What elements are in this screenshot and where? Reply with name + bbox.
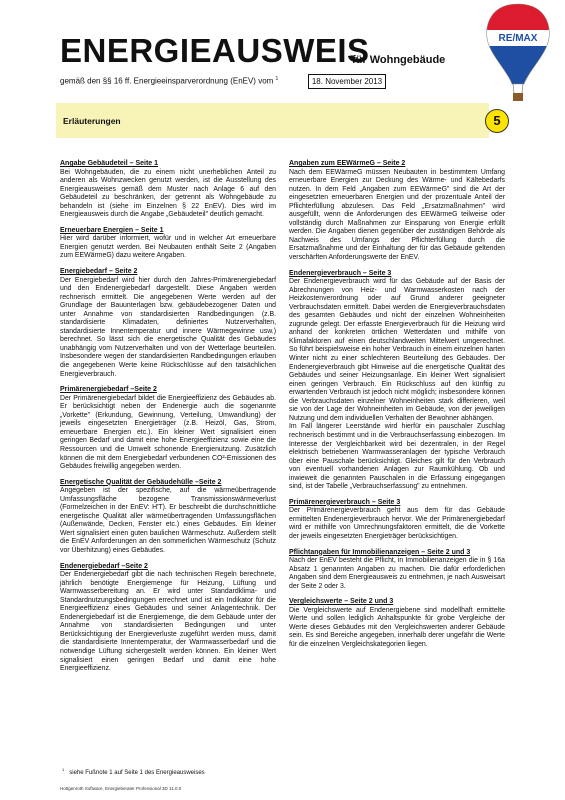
right-column bbox=[289, 160, 505, 657]
section-text: Nach der EnEV besteht die Pflicht, in Immobilienanzeigen die in § 16a Absatz 1 genannten Angaben zu machen. Die dafür erforderlichen Angaben sind dem Energieausweis zu entnehmen, je nach Ausweisart der Seite 2 oder 3. bbox=[289, 557, 505, 590]
remax-balloon-logo bbox=[483, 0, 553, 112]
section-heading: Energiebedarf – Seite 2 bbox=[60, 268, 138, 276]
section-heading: Erneuerbare Energien – Seite 1 bbox=[60, 226, 164, 234]
section-heading: Pflichtangaben für Immobilienanzeigen – Seite 2 und 3 bbox=[289, 548, 471, 556]
section-vergleichswerte bbox=[289, 598, 505, 649]
section-heading: Energetische Qualität der Gebäudehülle –Seite 2 bbox=[60, 478, 222, 486]
section-energiebedarf bbox=[60, 268, 276, 379]
section-primaerenergiebedarf bbox=[60, 386, 276, 471]
section-band bbox=[56, 103, 489, 138]
left-column bbox=[60, 160, 276, 681]
page-number-badge: 5 bbox=[485, 109, 509, 133]
section-text: Nach dem EEWärmeG müssen Neubauten in bestimmtem Umfang erneuerbare Energien zur Deckung des Wärme- und Kältebedarfs nutzen. In dem Feld „Angaben zum EEWärmeG" sind die Art der eingesetzten erneuerbaren Energien und der prozentuale Anteil der Pflichterfüllung abzulesen. Das Feld „Ersatzmaßnahmen" wird ausgefüllt, wenn die Anforderungen des EEWärmeG teilweise oder vollständig durch Maßnahmen zur Einsparung von Energie erfüllt werden. Die Angaben dienen gegenüber der zuständigen Behörde als Nachweis des Umfangs der Pflichterfüllung durch die Ersatzmaßnahme und der Einhaltung der für das Gebäude geltenden verschärften Anforderungswerte der EnEV. bbox=[289, 168, 505, 262]
date-field: 18. November 2013 bbox=[308, 74, 386, 89]
section-pflichtangaben bbox=[289, 549, 505, 592]
section-text: Bei Wohngebäuden, die zu einem nicht unerheblichen Anteil zu anderen als Wohnzwecken genutzt werden, ist die Ausstellung des Energieausweises gemäß dem Muster nach Anlage 6 auf den Gebäudeteil zu beschränken, der getrennt als Wohngebäude zu behandeln ist (siehe im Einzelnen § 22 EnEV). Dies wird im Energieausweis durch die Angabe „Gebäudeteil" deutlich gemacht. bbox=[60, 168, 276, 219]
regulation-footnote-mark: 1 bbox=[275, 76, 279, 82]
section-heading: Primärenergiebedarf –Seite 2 bbox=[60, 386, 157, 394]
section-text: Der Primärenergieverbrauch geht aus dem für das Gebäude ermittelten Endenergieverbrauch hervor. Wie der Primärenergiebedarf wird er mithilfe von Umrechnungsfaktoren ermittelt, die die Vorkette der jeweils eingesetzten Energieträger berücksichtigen. bbox=[289, 507, 505, 540]
section-endenergieverbrauch bbox=[289, 270, 505, 492]
section-text: Die Vergleichswerte auf Endenergiebene sind modellhaft ermittelte Werte und sollen lediglich Anhaltspunkte für grobe Vergleiche der Werte dieses Gebäudes mit den Vergleichswerten anderer Gebäude sein. Es sind Bereiche angegeben, innerhalb derer ungefähr die Werte für die einzelnen Vergleichskategorien liegen. bbox=[289, 606, 505, 648]
section-gebaeudehuelle bbox=[60, 479, 276, 556]
section-heading: Endenergieverbrauch – Seite 3 bbox=[289, 269, 392, 277]
footnote bbox=[62, 767, 205, 776]
software-credit: Hottgenroth Software, Energieberater Professional 3D 11.0.0 bbox=[60, 786, 182, 791]
section-heading: Primärenergieverbrauch – Seite 3 bbox=[289, 498, 401, 506]
section-text: Der Energiebedarf wird hier durch den Jahres-Primärenergiebedarf und den Endenergiebedarf dargestellt. Diese Angaben werden rechnerisch ermittelt. Die angegebenen Werte werden auf der Grundlage der Bauunterlagen bzw. gebäudebezogener Daten und unter Annahme von standardisierten Randbedingungen (z.B. standardisierte Klimadaten, definiertes Nutzerverhalten, standardisierte Innentemperatur und innere Wärmegewinne usw.) berechnet. So lässt sich die energetische Qualität des Gebäudes unabhängig vom Nutzerverhalten und von der Wetterlage beurteilen. Insbesondere wegen der standardisierten Randbedingungen erlauben die angegebenen Werte keine Rückschlüsse auf den tatsächlichen Energieverbrauch. bbox=[60, 276, 276, 378]
section-erneuerbare-energien bbox=[60, 227, 276, 261]
document-subtitle: für Wohngebäude bbox=[352, 54, 446, 66]
section-text: Der Endenergieverbrauch wird für das Gebäude auf der Basis der Abrechnungen von Heiz- und Warmwasserkosten nach der Heizkostenverordnung oder auf Grund anderer geeigneter Verbrauchsdaten ermittelt. Dabei werden die Energieverbrauchsdaten des gesamten Gebäudes und nicht der einzelnen Wohneinheiten zugrunde gelegt. Der erfasste Energieverbrauch für die Heizung wird anhand der konkreten örtlichen Wetterdaten und mithilfe von Klimafaktoren auf einen deutschlandweiten Mittelwert umgerechnet. So führt beispielsweise ein hoher Verbrauch in einem einzelnen harten Winter nicht zu einer schlechteren Beurteilung des Gebäudes. Der Endenergieverbrauch gibt Hinweise auf die energetische Qualität des Gebäudes und seiner Heizungsanlage. Ein kleiner Wert signalisiert einen geringen Verbrauch. Ein Rückschluss auf den künftig zu erwartenden Verbrauch ist jedoch nicht möglich; insbesondere können die Verbrauchsdaten einzelner Wohneinheiten stark differieren, weil sie von der Lage der Wohneinheiten im Gebäude, von der jeweiligen Nutzung und dem individuellen Verhalten der Bewohner abhängen. Im Fall längerer Leerstände wird hierfür ein pauschaler Zuschlag rechnerisch bestimmt und in die Verbrauchserfassung einbezogen. Im Interesse der Vergleichbarkeit wird bei dezentralen, in der Regel elektrisch betriebenen Warmwasseranlagen der typische Verbrauch über eine Pauschale berücksichtigt. Gleiches gilt für den Verbrauch von eventuell vorhandenen Anlagen zur Raumkühlung. Ob und inwieweit die genannten Pauschalen in die Erfassung eingegangen sind, ist der Tabelle „Verbrauchserfassung" zu entnehmen. bbox=[289, 278, 505, 491]
section-endenergiebedarf bbox=[60, 563, 276, 674]
section-primaerenergieverbrauch bbox=[289, 499, 505, 542]
section-text: Der Endenergiebedarf gibt die nach technischen Regeln berechnete, jährlich benötigte Energiemenge für Heizung, Lüftung und Warmwasserbereitung an. Er wird unter Standardklima- und Standardnutzungsbedingungen errechnet und ist ein Indikator für die Energieeffizienz eines Gebäudes und seiner Anlagentechnik. Der Endenergiebedarf ist die Energiemenge, die dem Gebäude unter der Annahme von standardisierten Bedingungen und unter Berücksichtigung der Energieverluste zugeführt werden muss, damit die standardisierte Innentemperatur, der Warmwasserbedarf und die notwendige Lüftung sichergestellt werden können. Ein kleiner Wert signalisiert einen geringen Bedarf und damit eine hohe Energieeffizienz. bbox=[60, 571, 276, 673]
footnote-text: siehe Fußnote 1 auf Seite 1 des Energieausweises bbox=[69, 770, 205, 776]
section-heading: Angabe Gebäudeteil – Seite 1 bbox=[60, 160, 159, 167]
section-heading: Endenergiebedarf –Seite 2 bbox=[60, 562, 148, 570]
svg-text:RE/MAX: RE/MAX bbox=[498, 33, 538, 44]
title-block bbox=[60, 34, 370, 68]
footnote-mark: 1 bbox=[62, 767, 65, 772]
section-gebaeudeteil bbox=[60, 160, 276, 220]
document-title: ENERGIEAUSWEIS bbox=[60, 32, 370, 69]
section-eewaermeg bbox=[289, 160, 505, 263]
section-text: Der Primärenergiebedarf bildet die Energieeffizienz des Gebäudes ab. Er berücksichtigt neben der Endenergie auch die sogenannte „Vorkette" (Erkundung, Gewinnung, Verteilung, Umwandlung) der jeweils eingesetzten Energieträger (z.B. Heizöl, Gas, Strom, erneuerbare Energien etc.). Ein kleiner Wert signalisiert einen geringen Bedarf und damit eine hohe Energieeffizienz sowie eine die Ressourcen und die Umwelt schonende Energienutzung. Zusätzlich können die mit dem Energiebedarf verbundenen CO²-Emissionen des Gebäudes freiwillig angegeben werden. bbox=[60, 394, 276, 471]
regulation-text: gemäß den §§ 16 ff. Energieeinsparverordnung (EnEV) vom bbox=[60, 76, 274, 86]
section-heading: Angaben zum EEWärmeG – Seite 2 bbox=[289, 160, 406, 167]
regulation-line bbox=[60, 76, 278, 86]
section-heading: Vergleichswerte – Seite 2 und 3 bbox=[289, 598, 394, 606]
section-title: Erläuterungen bbox=[63, 116, 121, 126]
section-text: Hier wird darüber informiert, wofür und in welcher Art erneuerbare Energien genutzt werden. Bei Neubauten enthält Seite 2 (Angaben zum EEWärmeG) dazu weitere Angaben. bbox=[60, 235, 276, 260]
section-text: Angegeben ist der spezifische, auf die wärmeübertragende Umfassungsfläche bezogene Transmissionswärmeverlust (Formelzeichen in der EnEV: H'T). Er beschreibt die durchschnittliche energetische Qualität aller wärmeübertragenden Umfassungsflächen (Außenwände, Decken, Fenster etc.) eines Gebäudes. Ein kleiner Wert signalisiert einen guten baulichen Wärmeschutz. Außerdem stellt die EnEV Anforderungen an den sommerlichen Wärmeschutz (Schutz vor Überhitzung) eines Gebäudes. bbox=[60, 487, 276, 554]
